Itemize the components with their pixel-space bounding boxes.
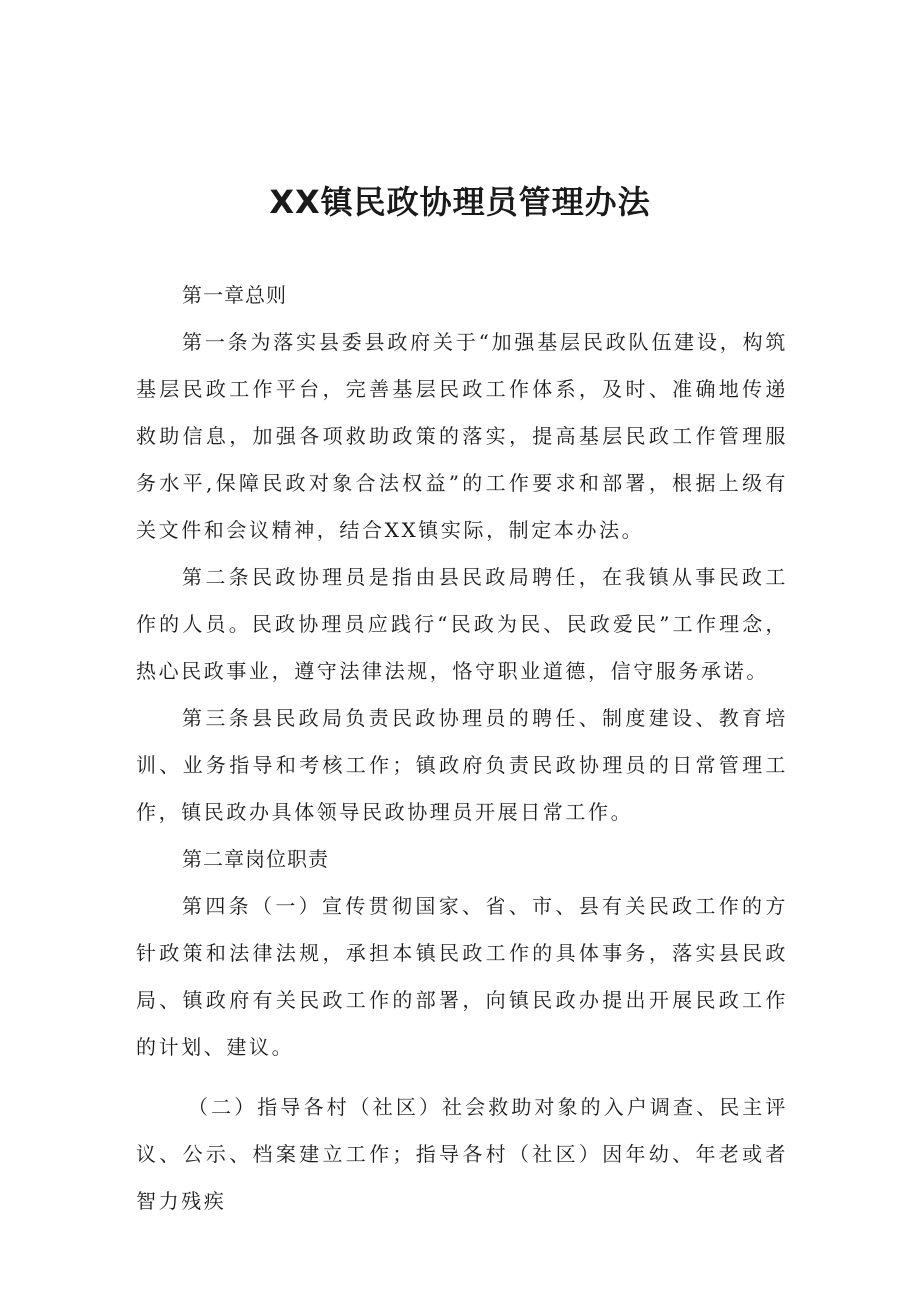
chapter-heading: 第二章岗位职责 bbox=[182, 847, 329, 871]
document-title: XX镇民政协理员管理办法 bbox=[269, 183, 651, 221]
article-paragraph: 第三条县民政局负责民政协理员的聘任、制度建设、教育培训、业务指导和考核工作；镇政府负责民政协理员的日常管理工作，镇民政办具体领导民政协理员开展日常工作。 bbox=[136, 706, 788, 824]
article-paragraph: 第四条（一）宣传贯彻国家、省、市、县有关民政工作的方针政策和法律法规，承担本镇民政工作的具体事务，落实县民政局、镇政府有关民政工作的部署，向镇民政办提出开展民政工作的计划、建议。 bbox=[136, 894, 788, 1059]
document-body bbox=[136, 272, 788, 1225]
chapter-heading: 第一章总则 bbox=[182, 283, 287, 307]
article-paragraph: 第二条民政协理员是指由县民政局聘任，在我镇从事民政工作的人员。民政协理员应践行“民政为民、民政爱民”工作理念，热心民政事业，遵守法律法规，恪守职业道德，信守服务承诺。 bbox=[136, 565, 788, 683]
sub-item-paragraph: （二）指导各村（社区）社会救助对象的入户调查、民主评议、公示、档案建立工作；指导各村（社区）因年幼、年老或者智力残疾 bbox=[136, 1095, 788, 1213]
article-paragraph: 第一条为落实县委县政府关于“加强基层民政队伍建设，构筑基层民政工作平台，完善基层民政工作体系，及时、准确地传递救助信息，加强各项救助政策的落实，提高基层民政工作管理服务水平,保障民政对象合法权益”的工作要求和部署，根据上级有关文件和会议精神，结合XX镇实际，制定本办法。 bbox=[136, 330, 788, 542]
